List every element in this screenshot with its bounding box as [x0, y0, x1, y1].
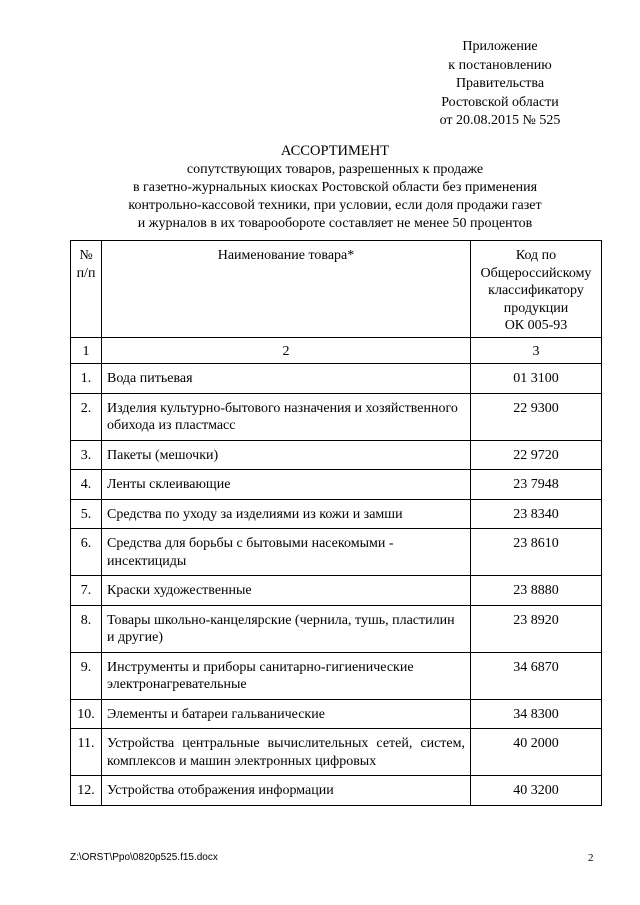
table-row	[71, 729, 602, 776]
row-num: 12.	[71, 776, 102, 806]
appendix-line: к постановлению	[448, 57, 552, 73]
row-code: 34 8300	[471, 699, 602, 729]
row-name: Элементы и батареи гальванические	[102, 699, 471, 729]
title-line: и журналов в их товарообороте составляет не менее 50 процентов	[137, 216, 533, 231]
page-number: 2	[588, 852, 594, 864]
row-name: Пакеты (мешочки)	[102, 440, 471, 470]
row-code: 23 8920	[471, 605, 602, 652]
row-num: 6.	[71, 529, 102, 576]
row-name: Устройства центральные вычислительных сетей, систем, комплексов и машин электронных цифровых	[102, 729, 471, 776]
row-code: 23 8340	[471, 499, 602, 529]
row-num: 9.	[71, 652, 102, 699]
row-code: 22 9300	[471, 393, 602, 440]
row-num: 3.	[71, 440, 102, 470]
row-code: 34 6870	[471, 652, 602, 699]
row-num: 5.	[71, 499, 102, 529]
header-code-line: Общероссийскому	[480, 265, 592, 281]
table-header-row	[71, 241, 602, 338]
header-code	[471, 241, 602, 338]
header-code-line: ОК 005-93	[504, 318, 568, 333]
row-name: Вода питьевая	[102, 364, 471, 394]
table-row	[71, 776, 602, 806]
row-name: Устройства отображения информации	[102, 776, 471, 806]
row-code: 22 9720	[471, 440, 602, 470]
row-code: 01 3100	[471, 364, 602, 394]
footer-file-path: Z:\ORST\Ppo\0820p525.f15.docx	[70, 852, 218, 863]
index-cell: 1	[71, 337, 102, 364]
assortment-table	[70, 240, 602, 806]
appendix-line: Приложение	[462, 39, 538, 54]
row-num: 8.	[71, 605, 102, 652]
row-name: Инструменты и приборы санитарно-гигиенические электронагревательные	[102, 652, 471, 699]
row-code: 23 7948	[471, 470, 602, 500]
row-num: 7.	[71, 576, 102, 606]
header-num-line: п/п	[76, 265, 96, 281]
index-cell: 2	[102, 337, 471, 364]
table-row	[71, 529, 602, 576]
row-num: 1.	[71, 364, 102, 394]
row-code: 23 8880	[471, 576, 602, 606]
row-num: 10.	[71, 699, 102, 729]
header-num-line: №	[79, 248, 93, 263]
table-row	[71, 499, 602, 529]
row-name: Изделия культурно-бытового назначения и хозяйственного обихода из пластмасс	[102, 393, 471, 440]
table-row	[71, 364, 602, 394]
header-name: Наименование товара*	[102, 241, 471, 338]
title-line: контрольно-кассовой техники, при условии, если доля продажи газет	[128, 198, 542, 213]
appendix-header	[400, 38, 600, 131]
table-row	[71, 605, 602, 652]
row-code: 23 8610	[471, 529, 602, 576]
document-title	[70, 142, 600, 233]
row-name: Краски художественные	[102, 576, 471, 606]
row-name: Товары школьно-канцелярские (чернила, тушь, пластилин и другие)	[102, 605, 471, 652]
index-cell: 3	[471, 337, 602, 364]
table-row	[71, 652, 602, 699]
row-num: 11.	[71, 729, 102, 776]
row-name: Средства по уходу за изделиями из кожи и замши	[102, 499, 471, 529]
header-code-line: Код по	[515, 248, 557, 263]
table-index-row	[71, 337, 602, 364]
table-row	[71, 699, 602, 729]
title-line: в газетно-журнальных киосках Ростовской области без применения	[132, 180, 538, 195]
title-line: сопутствующих товаров, разрешенных к продаже	[186, 162, 484, 177]
header-code-line: продукции	[503, 300, 569, 316]
appendix-line: от 20.08.2015 № 525	[439, 113, 561, 128]
row-code: 40 2000	[471, 729, 602, 776]
table-row	[71, 576, 602, 606]
header-code-line: классификатору	[488, 283, 584, 298]
row-code: 40 3200	[471, 776, 602, 806]
row-num: 2.	[71, 393, 102, 440]
row-num: 4.	[71, 470, 102, 500]
table-row	[71, 470, 602, 500]
title-main: АССОРТИМЕНТ	[280, 143, 390, 159]
appendix-line: Правительства	[455, 76, 545, 91]
header-num	[71, 241, 102, 338]
row-name: Ленты склеивающие	[102, 470, 471, 500]
appendix-line: Ростовской области	[441, 94, 559, 110]
table-row	[71, 393, 602, 440]
table-row	[71, 440, 602, 470]
row-name: Средства для борьбы с бытовыми насекомыми - инсектициды	[102, 529, 471, 576]
